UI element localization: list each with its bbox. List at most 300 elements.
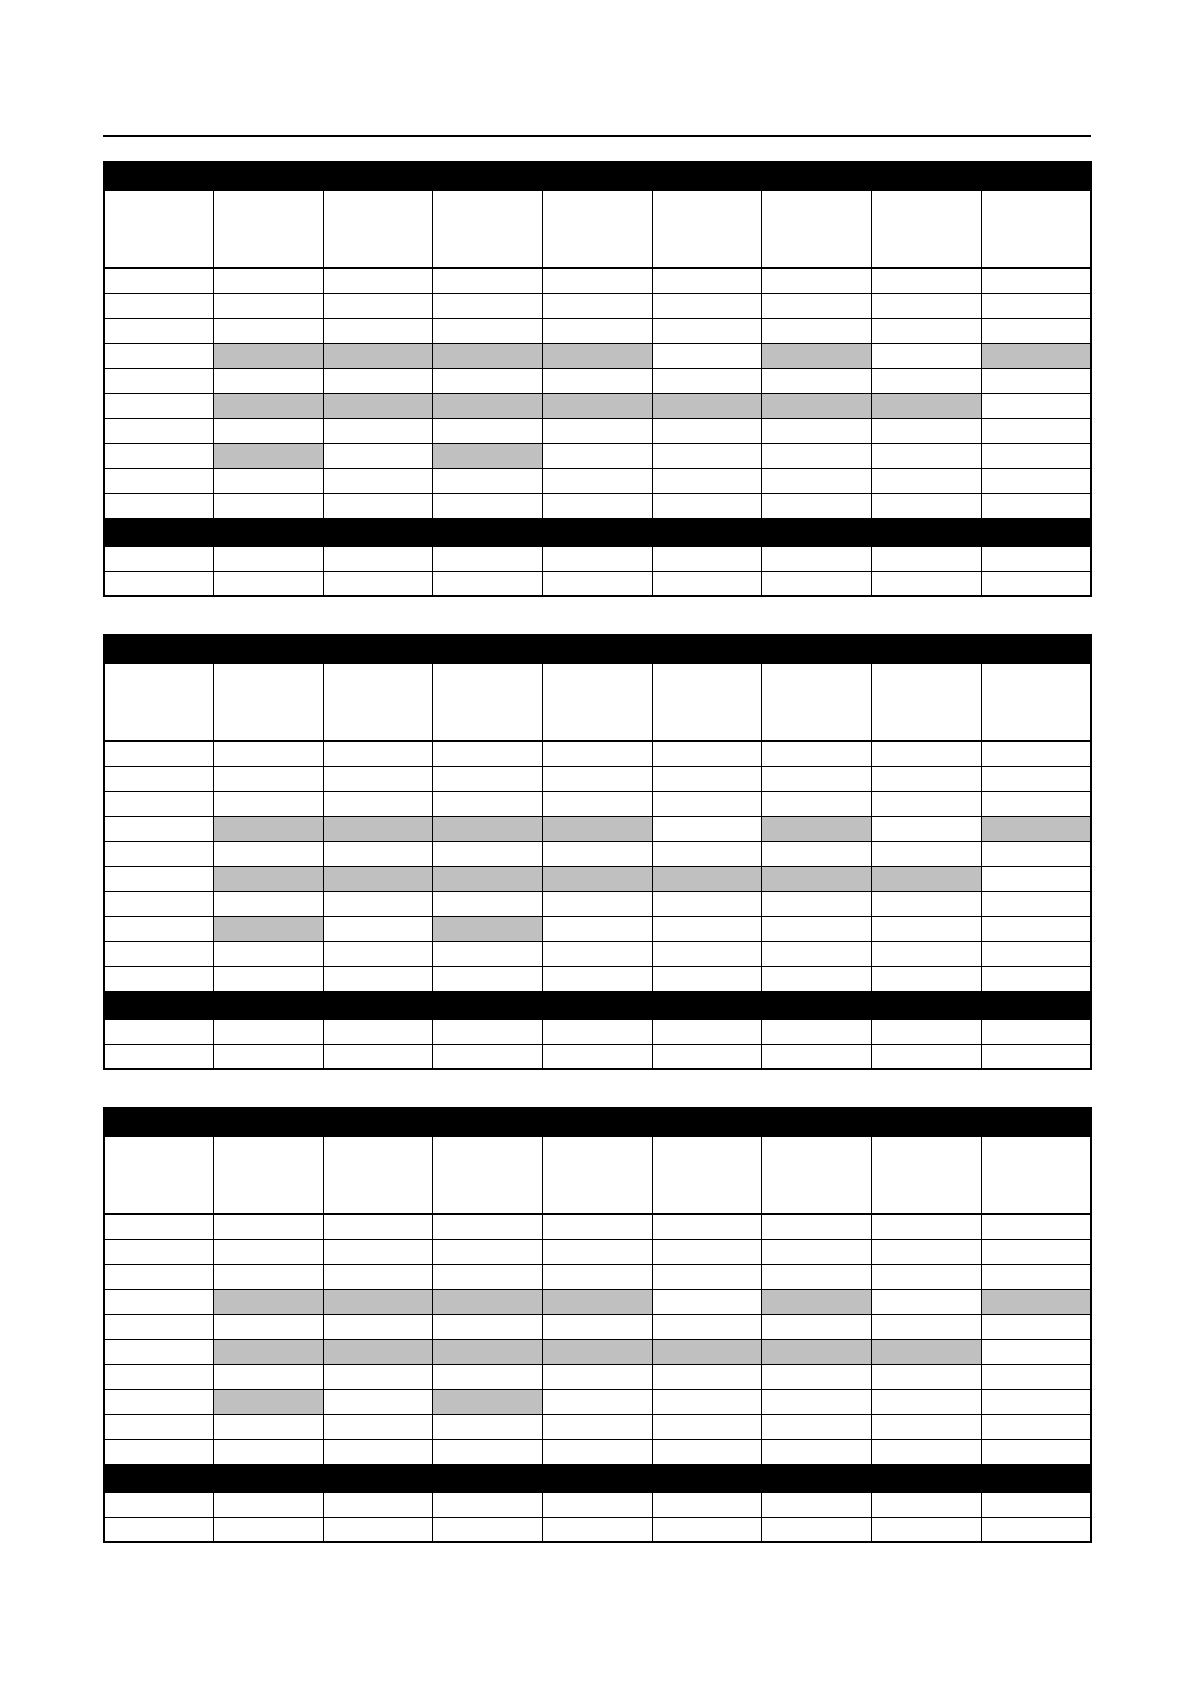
entry-cell[interactable] (872, 1239, 982, 1264)
entry-cell[interactable] (323, 1214, 433, 1239)
footer-entry-cell[interactable] (214, 546, 324, 571)
entry-cell[interactable] (323, 791, 433, 816)
entry-cell[interactable] (762, 493, 872, 518)
entry-cell[interactable] (543, 1314, 653, 1339)
entry-cell[interactable] (323, 293, 433, 318)
footer-entry-cell[interactable] (543, 546, 653, 571)
footer-entry-cell[interactable] (214, 571, 324, 596)
footer-entry-cell[interactable] (323, 1517, 433, 1542)
entry-cell[interactable] (981, 468, 1091, 493)
entry-cell[interactable] (543, 468, 653, 493)
entry-cell[interactable] (981, 866, 1091, 891)
row-label-cell (104, 791, 214, 816)
footer-entry-cell[interactable] (323, 1019, 433, 1044)
footer-entry-cell[interactable] (543, 1517, 653, 1542)
entry-cell[interactable] (433, 293, 543, 318)
entry-cell[interactable] (981, 1364, 1091, 1389)
entry-cell[interactable] (762, 1439, 872, 1464)
table-title (104, 1108, 1091, 1136)
header-label-cell (104, 1136, 214, 1214)
entry-cell[interactable] (214, 1264, 324, 1289)
entry-cell[interactable] (981, 766, 1091, 791)
entry-cell[interactable] (981, 368, 1091, 393)
entry-cell[interactable] (652, 343, 762, 368)
entry-cell[interactable] (981, 293, 1091, 318)
entry-cell[interactable] (214, 293, 324, 318)
row-label-cell (104, 841, 214, 866)
row-label-cell (104, 443, 214, 468)
row-label-cell (104, 418, 214, 443)
entry-cell[interactable] (762, 418, 872, 443)
footer-entry-cell[interactable] (981, 1019, 1091, 1044)
footer-row (104, 571, 1091, 596)
entry-cell[interactable] (762, 293, 872, 318)
entry-cell[interactable] (323, 941, 433, 966)
entry-cell[interactable] (214, 268, 324, 293)
entry-cell[interactable] (323, 1264, 433, 1289)
shaded-cell (762, 1339, 872, 1364)
footer-entry-cell[interactable] (543, 1492, 653, 1517)
entry-cell[interactable] (872, 766, 982, 791)
row-label-cell (104, 268, 214, 293)
entry-cell[interactable] (872, 741, 982, 766)
entry-cell[interactable] (214, 941, 324, 966)
entry-cell[interactable] (981, 966, 1091, 991)
entry-cell[interactable] (323, 493, 433, 518)
entry-cell[interactable] (981, 1314, 1091, 1339)
table-row (104, 1264, 1091, 1289)
entry-cell[interactable] (652, 1264, 762, 1289)
entry-cell[interactable] (872, 966, 982, 991)
table-row (104, 941, 1091, 966)
footer-entry-cell[interactable] (981, 546, 1091, 571)
entry-cell[interactable] (981, 916, 1091, 941)
entry-cell[interactable] (433, 1239, 543, 1264)
entry-cell[interactable] (543, 841, 653, 866)
header-column-cell (323, 1136, 433, 1214)
entry-cell[interactable] (652, 443, 762, 468)
entry-cell[interactable] (762, 1214, 872, 1239)
header-column-cell (652, 1136, 762, 1214)
footer-entry-cell[interactable] (981, 1517, 1091, 1542)
entry-cell[interactable] (762, 841, 872, 866)
entry-cell[interactable] (433, 841, 543, 866)
row-label-cell (104, 816, 214, 841)
footer-entry-cell[interactable] (762, 546, 872, 571)
footer-entry-cell[interactable] (433, 546, 543, 571)
entry-cell[interactable] (652, 468, 762, 493)
entry-cell[interactable] (981, 268, 1091, 293)
table-header-row (104, 663, 1091, 741)
footer-entry-cell[interactable] (872, 1044, 982, 1069)
footer-entry-cell[interactable] (214, 1517, 324, 1542)
entry-cell[interactable] (981, 493, 1091, 518)
table-row (104, 866, 1091, 891)
footer-entry-cell[interactable] (543, 1044, 653, 1069)
table-title-bar (104, 162, 1091, 190)
entry-cell[interactable] (762, 1389, 872, 1414)
entry-cell[interactable] (543, 293, 653, 318)
footer-entry-cell[interactable] (981, 1044, 1091, 1069)
footer-entry-cell[interactable] (872, 546, 982, 571)
entry-cell[interactable] (981, 318, 1091, 343)
entry-cell[interactable] (872, 1214, 982, 1239)
entry-cell[interactable] (872, 816, 982, 841)
footer-entry-cell[interactable] (323, 571, 433, 596)
entry-cell[interactable] (652, 368, 762, 393)
footer-entry-cell[interactable] (323, 1492, 433, 1517)
shaded-cell (543, 393, 653, 418)
entry-cell[interactable] (981, 1439, 1091, 1464)
entry-cell[interactable] (762, 791, 872, 816)
entry-cell[interactable] (652, 293, 762, 318)
entry-cell[interactable] (652, 1289, 762, 1314)
entry-cell[interactable] (872, 1414, 982, 1439)
entry-cell[interactable] (433, 1264, 543, 1289)
row-label-cell (104, 966, 214, 991)
entry-cell[interactable] (543, 1364, 653, 1389)
entry-cell[interactable] (323, 966, 433, 991)
entry-cell[interactable] (652, 1214, 762, 1239)
entry-cell[interactable] (214, 766, 324, 791)
footer-entry-cell[interactable] (652, 1517, 762, 1542)
footer-entry-cell[interactable] (872, 571, 982, 596)
entry-cell[interactable] (872, 916, 982, 941)
table-row (104, 418, 1091, 443)
entry-cell[interactable] (543, 791, 653, 816)
entry-cell[interactable] (214, 493, 324, 518)
entry-cell[interactable] (433, 791, 543, 816)
entry-cell[interactable] (323, 1389, 433, 1414)
footer-entry-cell[interactable] (433, 1019, 543, 1044)
entry-cell[interactable] (981, 393, 1091, 418)
footer-entry-cell[interactable] (214, 1019, 324, 1044)
entry-cell[interactable] (323, 443, 433, 468)
entry-cell[interactable] (433, 1364, 543, 1389)
shaded-cell (433, 443, 543, 468)
entry-cell[interactable] (433, 418, 543, 443)
entry-cell[interactable] (762, 1364, 872, 1389)
entry-cell[interactable] (543, 1264, 653, 1289)
shaded-cell (214, 443, 324, 468)
entry-cell[interactable] (323, 1439, 433, 1464)
entry-cell[interactable] (433, 966, 543, 991)
footer-entry-cell[interactable] (872, 1019, 982, 1044)
entry-cell[interactable] (762, 318, 872, 343)
entry-cell[interactable] (543, 741, 653, 766)
footer-entry-cell[interactable] (543, 571, 653, 596)
entry-cell[interactable] (543, 916, 653, 941)
shaded-cell (433, 816, 543, 841)
table-row (104, 318, 1091, 343)
entry-cell[interactable] (433, 891, 543, 916)
footer-entry-cell[interactable] (762, 1044, 872, 1069)
footer-entry-cell[interactable] (872, 1492, 982, 1517)
entry-cell[interactable] (762, 468, 872, 493)
entry-cell[interactable] (872, 418, 982, 443)
footer-entry-cell[interactable] (433, 571, 543, 596)
footer-entry-cell[interactable] (652, 546, 762, 571)
entry-cell[interactable] (981, 1389, 1091, 1414)
entry-cell[interactable] (543, 318, 653, 343)
entry-cell[interactable] (652, 1414, 762, 1439)
footer-entry-cell[interactable] (762, 1492, 872, 1517)
entry-cell[interactable] (323, 368, 433, 393)
entry-cell[interactable] (652, 741, 762, 766)
table-row (104, 443, 1091, 468)
shaded-cell (323, 816, 433, 841)
footer-entry-cell[interactable] (652, 571, 762, 596)
header-label-cell (104, 190, 214, 268)
entry-cell[interactable] (872, 1289, 982, 1314)
footer-entry-cell[interactable] (323, 1044, 433, 1069)
row-label-cell (104, 1364, 214, 1389)
entry-cell[interactable] (652, 791, 762, 816)
entry-cell[interactable] (652, 1239, 762, 1264)
entry-cell[interactable] (872, 468, 982, 493)
entry-cell[interactable] (323, 1414, 433, 1439)
entry-cell[interactable] (872, 1314, 982, 1339)
entry-cell[interactable] (543, 941, 653, 966)
entry-cell[interactable] (543, 1214, 653, 1239)
entry-cell[interactable] (762, 741, 872, 766)
entry-cell[interactable] (981, 1414, 1091, 1439)
entry-cell[interactable] (872, 318, 982, 343)
entry-cell[interactable] (652, 966, 762, 991)
entry-cell[interactable] (652, 268, 762, 293)
entry-cell[interactable] (981, 841, 1091, 866)
entry-cell[interactable] (543, 1389, 653, 1414)
entry-cell[interactable] (433, 766, 543, 791)
entry-cell[interactable] (872, 891, 982, 916)
footer-label-cell (104, 546, 214, 571)
entry-cell[interactable] (323, 891, 433, 916)
entry-cell[interactable] (652, 1389, 762, 1414)
entry-cell[interactable] (652, 766, 762, 791)
row-label-cell (104, 941, 214, 966)
entry-cell[interactable] (872, 1439, 982, 1464)
entry-cell[interactable] (762, 916, 872, 941)
entry-cell[interactable] (214, 1439, 324, 1464)
entry-cell[interactable] (762, 268, 872, 293)
entry-cell[interactable] (433, 741, 543, 766)
entry-cell[interactable] (214, 1364, 324, 1389)
shaded-cell (323, 343, 433, 368)
footer-entry-cell[interactable] (433, 1517, 543, 1542)
header-column-cell (214, 190, 324, 268)
entry-cell[interactable] (981, 891, 1091, 916)
footer-entry-cell[interactable] (214, 1044, 324, 1069)
shaded-cell (543, 866, 653, 891)
entry-cell[interactable] (872, 493, 982, 518)
entry-cell[interactable] (981, 791, 1091, 816)
footer-entry-cell[interactable] (762, 1517, 872, 1542)
entry-cell[interactable] (981, 443, 1091, 468)
entry-cell[interactable] (214, 791, 324, 816)
entry-cell[interactable] (543, 268, 653, 293)
entry-cell[interactable] (433, 318, 543, 343)
entry-cell[interactable] (433, 493, 543, 518)
entry-cell[interactable] (214, 418, 324, 443)
entry-cell[interactable] (652, 418, 762, 443)
row-label-cell (104, 1314, 214, 1339)
entry-cell[interactable] (433, 1214, 543, 1239)
entry-cell[interactable] (323, 468, 433, 493)
shaded-cell (214, 816, 324, 841)
entry-cell[interactable] (762, 443, 872, 468)
entry-cell[interactable] (872, 791, 982, 816)
entry-cell[interactable] (543, 891, 653, 916)
entry-cell[interactable] (433, 268, 543, 293)
entry-cell[interactable] (543, 1439, 653, 1464)
entry-cell[interactable] (652, 1439, 762, 1464)
shaded-cell (872, 866, 982, 891)
entry-cell[interactable] (762, 766, 872, 791)
entry-cell[interactable] (323, 318, 433, 343)
entry-cell[interactable] (652, 1364, 762, 1389)
entry-cell[interactable] (214, 1414, 324, 1439)
footer-entry-cell[interactable] (652, 1019, 762, 1044)
table-row (104, 1364, 1091, 1389)
entry-cell[interactable] (872, 368, 982, 393)
entry-cell[interactable] (323, 1364, 433, 1389)
entry-cell[interactable] (652, 1314, 762, 1339)
shaded-cell (433, 866, 543, 891)
entry-cell[interactable] (872, 941, 982, 966)
entry-cell[interactable] (323, 766, 433, 791)
entry-cell[interactable] (433, 1439, 543, 1464)
entry-cell[interactable] (872, 343, 982, 368)
footer-row (104, 1044, 1091, 1069)
entry-cell[interactable] (323, 1314, 433, 1339)
entry-cell[interactable] (872, 841, 982, 866)
entry-cell[interactable] (543, 418, 653, 443)
footer-entry-cell[interactable] (652, 1492, 762, 1517)
table-title (104, 635, 1091, 663)
shaded-cell (762, 866, 872, 891)
shaded-cell (872, 1339, 982, 1364)
entry-cell[interactable] (323, 741, 433, 766)
entry-cell[interactable] (652, 841, 762, 866)
entry-cell[interactable] (762, 1264, 872, 1289)
shaded-cell (762, 393, 872, 418)
shaded-cell (543, 1289, 653, 1314)
entry-cell[interactable] (762, 1414, 872, 1439)
shaded-cell (214, 343, 324, 368)
entry-cell[interactable] (543, 766, 653, 791)
entry-cell[interactable] (543, 368, 653, 393)
entry-cell[interactable] (323, 268, 433, 293)
entry-cell[interactable] (981, 1214, 1091, 1239)
shaded-cell (323, 393, 433, 418)
entry-cell[interactable] (433, 1414, 543, 1439)
footer-entry-cell[interactable] (981, 1492, 1091, 1517)
entry-cell[interactable] (872, 1264, 982, 1289)
entry-cell[interactable] (652, 916, 762, 941)
shaded-cell (433, 1289, 543, 1314)
entry-cell[interactable] (981, 418, 1091, 443)
section-divider-bar (104, 518, 1091, 546)
entry-cell[interactable] (872, 1364, 982, 1389)
entry-cell[interactable] (872, 1389, 982, 1414)
footer-entry-cell[interactable] (214, 1492, 324, 1517)
footer-entry-cell[interactable] (981, 571, 1091, 596)
entry-cell[interactable] (762, 1314, 872, 1339)
entry-cell[interactable] (433, 368, 543, 393)
entry-cell[interactable] (214, 1314, 324, 1339)
header-label-cell (104, 663, 214, 741)
entry-cell[interactable] (323, 841, 433, 866)
entry-cell[interactable] (981, 741, 1091, 766)
entry-cell[interactable] (214, 468, 324, 493)
entry-cell[interactable] (762, 966, 872, 991)
entry-cell[interactable] (762, 368, 872, 393)
entry-cell[interactable] (543, 966, 653, 991)
entry-cell[interactable] (543, 1414, 653, 1439)
entry-cell[interactable] (433, 1314, 543, 1339)
footer-entry-cell[interactable] (433, 1492, 543, 1517)
entry-cell[interactable] (214, 966, 324, 991)
entry-cell[interactable] (981, 1239, 1091, 1264)
entry-cell[interactable] (981, 1264, 1091, 1289)
section-divider-bar (104, 991, 1091, 1019)
table-row (104, 468, 1091, 493)
row-label-cell (104, 493, 214, 518)
footer-entry-cell[interactable] (872, 1517, 982, 1542)
row-label-cell (104, 1339, 214, 1364)
entry-cell[interactable] (543, 443, 653, 468)
entry-cell[interactable] (981, 1339, 1091, 1364)
footer-entry-cell[interactable] (762, 571, 872, 596)
entry-cell[interactable] (323, 1239, 433, 1264)
entry-cell[interactable] (214, 318, 324, 343)
entry-cell[interactable] (652, 891, 762, 916)
footer-entry-cell[interactable] (762, 1019, 872, 1044)
entry-cell[interactable] (214, 841, 324, 866)
entry-cell[interactable] (872, 293, 982, 318)
entry-cell[interactable] (981, 941, 1091, 966)
entry-cell[interactable] (762, 1239, 872, 1264)
entry-cell[interactable] (652, 816, 762, 841)
entry-cell[interactable] (214, 891, 324, 916)
footer-entry-cell[interactable] (652, 1044, 762, 1069)
footer-entry-cell[interactable] (543, 1019, 653, 1044)
entry-cell[interactable] (214, 368, 324, 393)
entry-cell[interactable] (872, 443, 982, 468)
entry-cell[interactable] (872, 268, 982, 293)
entry-cell[interactable] (543, 1239, 653, 1264)
header-column-cell (652, 663, 762, 741)
entry-cell[interactable] (543, 493, 653, 518)
entry-cell[interactable] (652, 493, 762, 518)
footer-entry-cell[interactable] (323, 546, 433, 571)
entry-cell[interactable] (214, 1214, 324, 1239)
footer-label-cell (104, 1492, 214, 1517)
entry-cell[interactable] (214, 1239, 324, 1264)
entry-cell[interactable] (762, 941, 872, 966)
entry-cell[interactable] (323, 916, 433, 941)
entry-cell[interactable] (652, 941, 762, 966)
entry-cell[interactable] (214, 741, 324, 766)
entry-cell[interactable] (323, 418, 433, 443)
shaded-cell (872, 393, 982, 418)
shaded-cell (433, 393, 543, 418)
entry-cell[interactable] (433, 468, 543, 493)
footer-entry-cell[interactable] (433, 1044, 543, 1069)
entry-cell[interactable] (652, 318, 762, 343)
entry-cell[interactable] (433, 941, 543, 966)
entry-cell[interactable] (762, 891, 872, 916)
